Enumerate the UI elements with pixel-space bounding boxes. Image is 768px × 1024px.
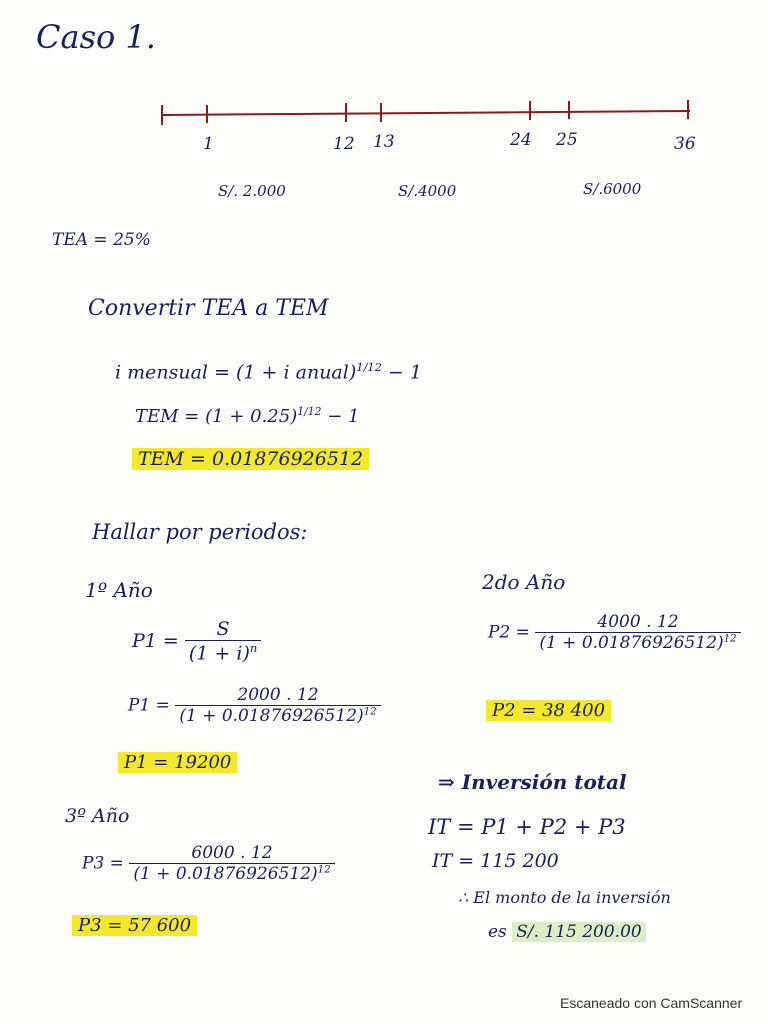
- investment-conclusion: ∴ El monto de la inversión: [458, 888, 671, 907]
- p1c-den-text: (1 + 0.01876926512): [179, 706, 364, 726]
- formula-base: (1 + i anual): [236, 361, 357, 384]
- investment-es: es: [488, 922, 507, 942]
- timeline: [0, 95, 768, 135]
- tem-result: [132, 448, 369, 470]
- tick-label: 13: [373, 132, 395, 152]
- p3-exponent: 12: [317, 864, 331, 876]
- formula-exponent: 1/12: [356, 360, 382, 374]
- p2-exponent: 12: [723, 633, 737, 645]
- p2-numerator: 4000 . 12: [597, 612, 679, 632]
- tick-label: 12: [333, 134, 355, 154]
- investment-total: IT = 115 200: [432, 850, 559, 872]
- amount-label: S/. 2.000: [218, 182, 286, 200]
- page-title: Caso 1.: [36, 18, 156, 56]
- p3-denominator: [129, 863, 334, 884]
- p2-denominator: [535, 632, 740, 653]
- year1-heading: 1º Año: [85, 578, 153, 602]
- hallar-heading: Hallar por periodos:: [92, 520, 308, 544]
- amount-label: S/.4000: [398, 182, 457, 200]
- p3-result-highlight: P3 = 57 600: [72, 915, 197, 936]
- p3-result: [72, 915, 197, 936]
- p1c-denominator: [175, 705, 380, 726]
- investment-heading: ⇒ Inversión total: [438, 770, 627, 794]
- p3-den-text: (1 + 0.01876926512): [133, 864, 318, 884]
- investment-amount: S/. 115 200.00: [512, 922, 646, 942]
- p1c-exponent: 12: [363, 706, 377, 718]
- p2-label: P2 =: [488, 622, 530, 643]
- p1-fraction: [185, 618, 261, 664]
- investment-sum: IT = P1 + P2 + P3: [428, 815, 626, 839]
- p2-formula: [488, 612, 741, 653]
- p1-den-text: (1 + i): [188, 642, 250, 665]
- p1c-formula: [128, 685, 381, 726]
- tick-label: 36: [674, 134, 696, 154]
- investment-amount-line: [488, 922, 646, 942]
- tem-result-highlight: TEM = 0.01876926512: [132, 448, 369, 470]
- p2-fraction: [535, 612, 740, 653]
- convert-heading: Convertir TEA a TEM: [88, 296, 329, 321]
- formula-tail: − 1: [327, 406, 360, 427]
- scanner-watermark: Escaneado con CamScanner: [560, 995, 743, 1011]
- p1-exponent: n: [249, 641, 258, 655]
- timeline-axis: [162, 111, 690, 115]
- tick-label: 25: [556, 130, 578, 150]
- amount-label: S/.6000: [583, 180, 642, 198]
- p3-numerator: 6000 . 12: [191, 843, 273, 863]
- formula-general: [115, 360, 422, 383]
- year3-heading: 3º Año: [65, 805, 130, 827]
- p1c-fraction: [175, 685, 380, 726]
- formula-tail: − 1: [387, 361, 422, 384]
- p1-label: P1 =: [132, 630, 179, 653]
- tick-label: 24: [510, 130, 532, 150]
- tea-rate: TEA = 25%: [52, 230, 151, 250]
- p1-numerator: S: [216, 618, 230, 640]
- p3-fraction: [129, 843, 334, 884]
- formula-lhs: i mensual =: [115, 361, 230, 384]
- p1c-numerator: 2000 . 12: [237, 685, 319, 705]
- formula-base: (1 + 0.25): [205, 406, 298, 427]
- p1-denominator: [185, 640, 261, 664]
- formula-exponent: 1/12: [297, 405, 322, 418]
- p2-den-text: (1 + 0.01876926512): [539, 633, 724, 653]
- p1-formula: [132, 618, 261, 664]
- p1-result: [118, 752, 237, 773]
- tick-label: 1: [203, 134, 214, 154]
- formula-lhs: TEM =: [135, 406, 200, 427]
- p3-label: P3 =: [82, 853, 124, 874]
- formula-substituted: [135, 405, 359, 427]
- p3-formula: [82, 843, 335, 884]
- year2-heading: 2do Año: [482, 570, 566, 594]
- p1c-label: P1 =: [128, 695, 170, 716]
- p2-result: [486, 700, 611, 721]
- p1-result-highlight: P1 = 19200: [118, 752, 237, 773]
- p2-result-highlight: P2 = 38 400: [486, 700, 611, 721]
